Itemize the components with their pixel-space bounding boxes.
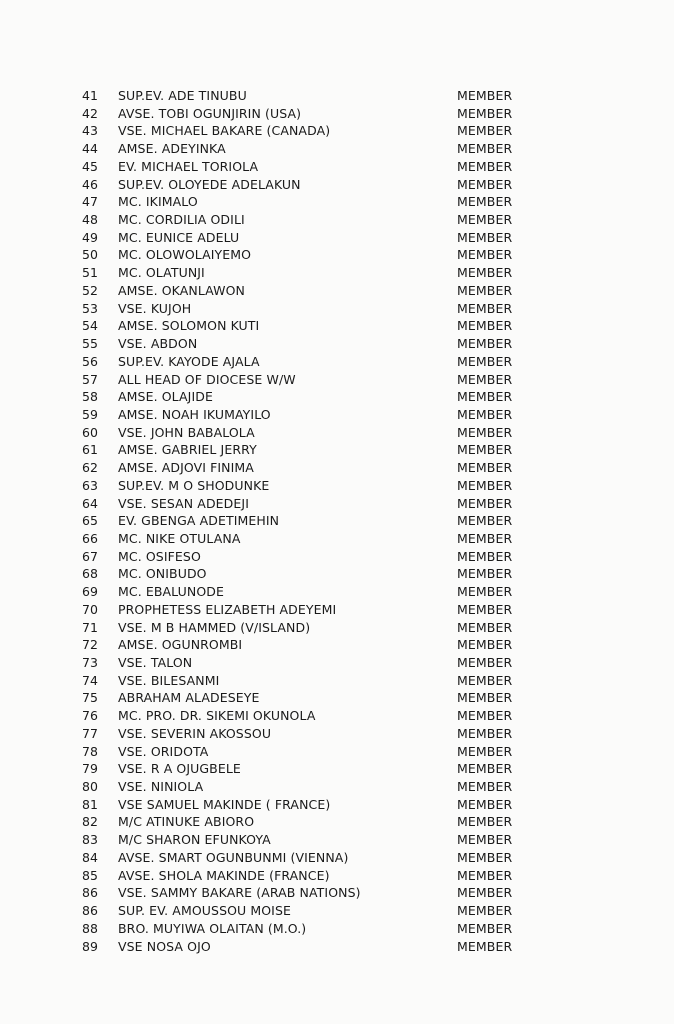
row-number: 53 <box>82 300 99 316</box>
row-number: 43 <box>82 123 99 139</box>
member-role: MEMBER <box>457 743 513 759</box>
member-name: VSE. TALON <box>118 655 193 670</box>
list-item <box>82 176 622 194</box>
member-name: VSE. SESAN ADEDEJI <box>118 495 249 511</box>
member-name: AMSE. OGUNROMBI <box>118 637 243 653</box>
member-role: MEMBER <box>457 282 513 298</box>
list-item <box>82 87 622 105</box>
member-name: SUP.EV. KAYODE AJALA <box>118 353 260 369</box>
member-role: MEMBER <box>457 265 513 281</box>
member-name: M/C SHARON EFUNKOYA <box>118 832 271 848</box>
member-name: AMSE. SOLOMON KUTI <box>118 318 260 334</box>
row-number: 49 <box>82 229 99 245</box>
row-number: 81 <box>82 796 99 812</box>
list-item <box>82 636 622 654</box>
member-role: MEMBER <box>457 530 513 546</box>
member-name: SUP.EV. ADE TINUBU <box>118 88 247 103</box>
row-number: 86 <box>82 903 99 919</box>
row-number: 66 <box>82 530 99 546</box>
row-number: 51 <box>82 265 99 281</box>
list-item <box>82 530 622 548</box>
member-role: MEMBER <box>457 318 513 334</box>
member-role: MEMBER <box>457 903 513 919</box>
list-item <box>82 849 622 867</box>
member-name: MC. OLOWOLAIYEMO <box>118 247 252 263</box>
list-item <box>82 353 622 371</box>
list-item <box>82 282 622 300</box>
list-item <box>82 813 622 831</box>
list-item <box>82 229 622 247</box>
member-name: AMSE. NOAH IKUMAYILO <box>118 406 271 422</box>
member-role: MEMBER <box>457 424 513 440</box>
row-number: 70 <box>82 601 99 617</box>
member-name: VSE. MICHAEL BAKARE (CANADA) <box>118 123 331 139</box>
member-role: MEMBER <box>457 353 513 369</box>
row-number: 41 <box>82 88 99 103</box>
list-item <box>82 548 622 566</box>
list-item <box>82 725 622 743</box>
list-item <box>82 388 622 406</box>
member-role: MEMBER <box>457 460 513 476</box>
member-role: MEMBER <box>457 477 513 493</box>
row-number: 54 <box>82 318 99 334</box>
member-name: PROPHETESS ELIZABETH ADEYEMI <box>118 601 337 617</box>
member-name: AVSE. SHOLA MAKINDE (FRANCE) <box>118 867 330 883</box>
list-item <box>82 831 622 849</box>
member-name: BRO. MUYIWA OLAITAN (M.O.) <box>118 920 307 936</box>
list-item <box>82 459 622 477</box>
member-name: AMSE. OLAJIDE <box>118 389 213 405</box>
member-role: MEMBER <box>457 406 513 422</box>
row-number: 86 <box>82 885 99 901</box>
member-role: MEMBER <box>457 796 513 812</box>
member-name: MC. PRO. DR. SIKEMI OKUNOLA <box>118 708 316 724</box>
member-name: SUP.EV. M O SHODUNKE <box>118 477 270 493</box>
list-item <box>82 477 622 495</box>
list-item <box>82 371 622 389</box>
row-number: 68 <box>82 566 99 582</box>
member-role: MEMBER <box>457 761 513 777</box>
row-number: 64 <box>82 495 99 511</box>
member-role: MEMBER <box>457 619 513 635</box>
list-item <box>82 654 622 672</box>
member-name: EV. MICHAEL TORIOLA <box>118 158 259 174</box>
member-role: MEMBER <box>457 779 513 795</box>
member-name: VSE. NINIOLA <box>118 779 204 795</box>
member-name: AVSE. TOBI OGUNJIRIN (USA) <box>118 105 302 121</box>
member-role: MEMBER <box>457 229 513 245</box>
list-item <box>82 707 622 725</box>
member-name: MC. CORDILIA ODILI <box>118 212 245 228</box>
member-role: MEMBER <box>457 655 513 670</box>
member-role: MEMBER <box>457 123 513 139</box>
member-role: MEMBER <box>457 141 513 157</box>
list-item <box>82 565 622 583</box>
member-role: MEMBER <box>457 867 513 883</box>
member-role: MEMBER <box>457 548 513 564</box>
list-item <box>82 441 622 459</box>
member-name: M/C ATINUKE ABIORO <box>118 814 255 830</box>
member-role: MEMBER <box>457 584 513 600</box>
list-item <box>82 867 622 885</box>
member-role: MEMBER <box>457 938 513 954</box>
row-number: 84 <box>82 849 99 865</box>
member-role: MEMBER <box>457 814 513 830</box>
member-name: VSE NOSA OJO <box>118 938 211 954</box>
row-number: 50 <box>82 247 99 263</box>
member-name: MC. IKIMALO <box>118 194 198 210</box>
list-item <box>82 796 622 814</box>
list-item <box>82 140 622 158</box>
list-item <box>82 300 622 318</box>
row-number: 59 <box>82 406 99 422</box>
row-number: 63 <box>82 477 99 493</box>
list-item <box>82 760 622 778</box>
list-item <box>82 264 622 282</box>
list-item <box>82 619 622 637</box>
member-name: AVSE. SMART OGUNBUNMI (VIENNA) <box>118 849 349 865</box>
list-item <box>82 335 622 353</box>
member-name: MC. EUNICE ADELU <box>118 229 240 245</box>
row-number: 78 <box>82 743 99 759</box>
list-item <box>82 778 622 796</box>
list-item <box>82 689 622 707</box>
list-item <box>82 193 622 211</box>
member-role: MEMBER <box>457 832 513 848</box>
list-item <box>82 122 622 140</box>
list-item <box>82 317 622 335</box>
member-role: MEMBER <box>457 105 513 121</box>
row-number: 72 <box>82 637 99 653</box>
member-name: MC. OLATUNJI <box>118 265 205 281</box>
member-name: ALL HEAD OF DIOCESE W/W <box>118 371 296 387</box>
member-name: MC. NIKE OTULANA <box>118 530 241 546</box>
row-number: 46 <box>82 176 99 192</box>
row-number: 56 <box>82 353 99 369</box>
row-number: 71 <box>82 619 99 635</box>
member-role: MEMBER <box>457 158 513 174</box>
member-list <box>82 87 622 955</box>
member-name: AMSE. OKANLAWON <box>118 282 246 298</box>
row-number: 89 <box>82 938 99 954</box>
member-name: VSE. JOHN BABALOLA <box>118 424 255 440</box>
row-number: 65 <box>82 513 99 529</box>
row-number: 74 <box>82 672 99 688</box>
row-number: 55 <box>82 336 99 352</box>
member-role: MEMBER <box>457 513 513 529</box>
row-number: 69 <box>82 584 99 600</box>
list-item <box>82 512 622 530</box>
list-item <box>82 743 622 761</box>
member-role: MEMBER <box>457 442 513 458</box>
list-item <box>82 158 622 176</box>
row-number: 61 <box>82 442 99 458</box>
row-number: 75 <box>82 690 99 706</box>
member-name: MC. OSIFESO <box>118 548 201 564</box>
member-name: ABRAHAM ALADESEYE <box>118 690 260 706</box>
list-item <box>82 601 622 619</box>
member-name: VSE. M B HAMMED (V/ISLAND) <box>118 619 311 635</box>
member-role: MEMBER <box>457 336 513 352</box>
member-role: MEMBER <box>457 371 513 387</box>
member-name: VSE. ORIDOTA <box>118 743 209 759</box>
member-role: MEMBER <box>457 637 513 653</box>
member-role: MEMBER <box>457 176 513 192</box>
row-number: 79 <box>82 761 99 777</box>
list-item <box>82 672 622 690</box>
row-number: 62 <box>82 460 99 476</box>
row-number: 60 <box>82 424 99 440</box>
list-item <box>82 246 622 264</box>
row-number: 88 <box>82 920 99 936</box>
member-name: VSE. R A OJUGBELE <box>118 761 241 777</box>
member-name: EV. GBENGA ADETIMEHIN <box>118 513 280 529</box>
member-role: MEMBER <box>457 690 513 706</box>
member-role: MEMBER <box>457 88 513 103</box>
member-role: MEMBER <box>457 495 513 511</box>
row-number: 85 <box>82 867 99 883</box>
list-item <box>82 211 622 229</box>
row-number: 47 <box>82 194 99 210</box>
member-name: SUP. EV. AMOUSSOU MOISE <box>118 903 292 919</box>
member-name: VSE. BILESANMI <box>118 672 220 688</box>
list-item <box>82 938 622 956</box>
member-role: MEMBER <box>457 725 513 741</box>
row-number: 57 <box>82 371 99 387</box>
member-name: VSE. ABDON <box>118 336 198 352</box>
member-role: MEMBER <box>457 672 513 688</box>
list-item <box>82 406 622 424</box>
row-number: 42 <box>82 105 99 121</box>
row-number: 77 <box>82 725 99 741</box>
row-number: 67 <box>82 548 99 564</box>
list-item <box>82 105 622 123</box>
member-name: VSE. SEVERIN AKOSSOU <box>118 725 272 741</box>
list-item <box>82 495 622 513</box>
member-role: MEMBER <box>457 708 513 724</box>
member-name: MC. EBALUNODE <box>118 584 224 600</box>
row-number: 82 <box>82 814 99 830</box>
member-role: MEMBER <box>457 194 513 210</box>
member-role: MEMBER <box>457 566 513 582</box>
member-role: MEMBER <box>457 247 513 263</box>
row-number: 76 <box>82 708 99 724</box>
row-number: 73 <box>82 655 99 670</box>
row-number: 52 <box>82 282 99 298</box>
member-role: MEMBER <box>457 920 513 936</box>
list-item <box>82 920 622 938</box>
list-item <box>82 424 622 442</box>
row-number: 58 <box>82 389 99 405</box>
member-role: MEMBER <box>457 601 513 617</box>
member-name: AMSE. ADJOVI FINIMA <box>118 460 254 476</box>
member-name: MC. ONIBUDO <box>118 566 207 582</box>
member-role: MEMBER <box>457 885 513 901</box>
list-item <box>82 902 622 920</box>
row-number: 80 <box>82 779 99 795</box>
member-role: MEMBER <box>457 212 513 228</box>
member-name: VSE. SAMMY BAKARE (ARAB NATIONS) <box>118 885 361 901</box>
row-number: 83 <box>82 832 99 848</box>
member-role: MEMBER <box>457 389 513 405</box>
list-item <box>82 583 622 601</box>
member-name: VSE SAMUEL MAKINDE ( FRANCE) <box>118 796 331 812</box>
member-role: MEMBER <box>457 300 513 316</box>
row-number: 48 <box>82 212 99 228</box>
row-number: 45 <box>82 158 99 174</box>
member-name: AMSE. ADEYINKA <box>118 141 226 157</box>
member-name: SUP.EV. OLOYEDE ADELAKUN <box>118 176 301 192</box>
member-name: VSE. KUJOH <box>118 300 192 316</box>
member-role: MEMBER <box>457 849 513 865</box>
member-name: AMSE. GABRIEL JERRY <box>118 442 257 458</box>
list-item <box>82 884 622 902</box>
row-number: 44 <box>82 141 99 157</box>
